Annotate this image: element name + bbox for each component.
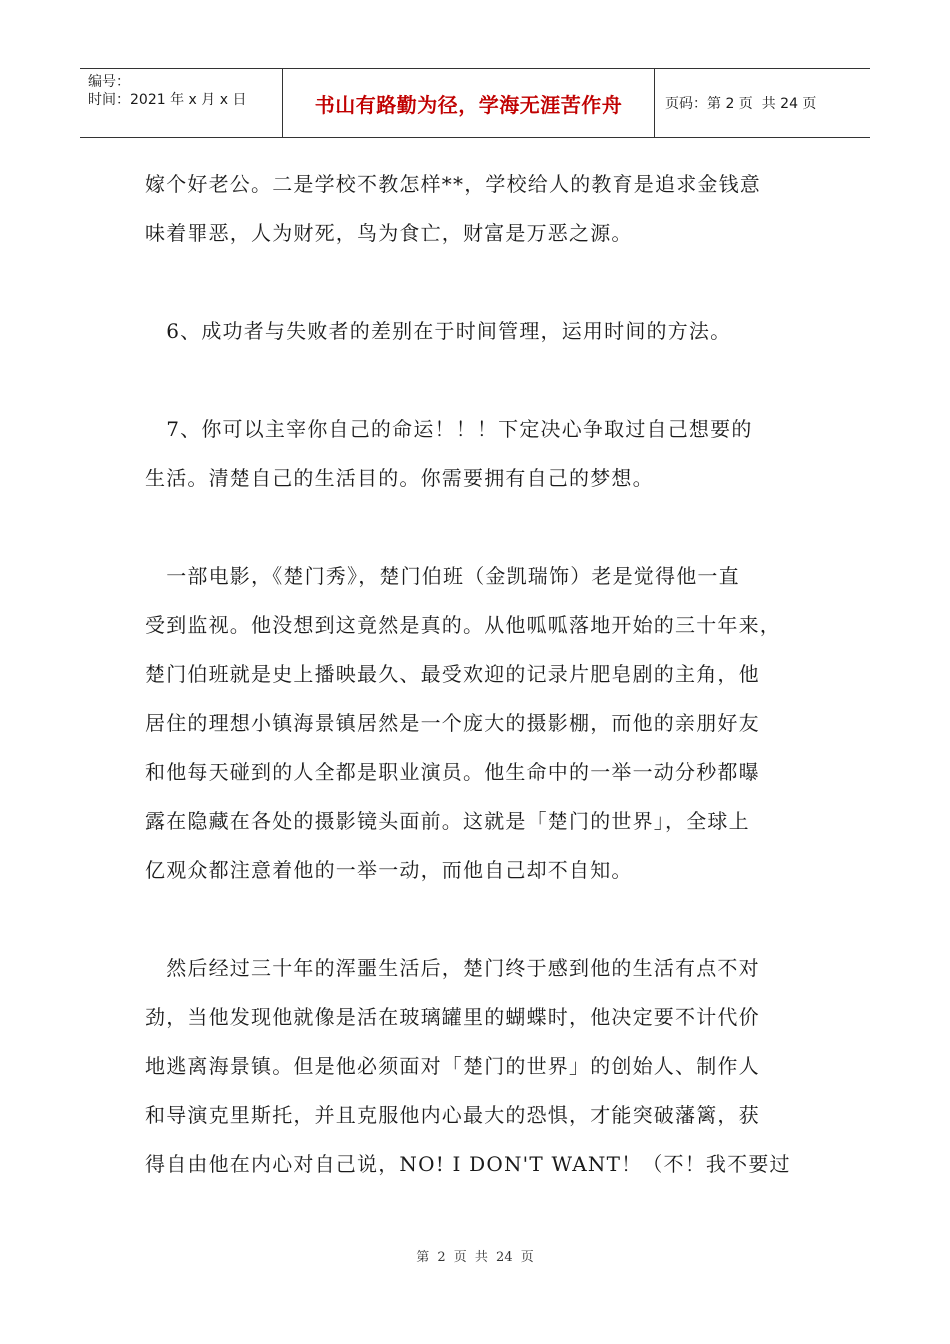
- text-line: 露在隐藏在各处的摄影镜头面前。这就是「楚门的世界」，全球上: [145, 809, 750, 833]
- text-line: 劲，当他发现他就像是活在玻璃罐里的蝴蝶时，他决定要不计代价: [145, 1005, 760, 1029]
- text-line: 和他每天碰到的人全都是职业演员。他生命中的一举一动分秒都曝: [145, 760, 760, 784]
- text-line: 生活。清楚自己的生活目的。你需要拥有自己的梦想。: [145, 466, 654, 490]
- page-footer: 第 2 页 共 24 页: [416, 1250, 534, 1265]
- text-line: 6、成功者与失败者的差别在于时间管理，运用时间的方法。: [145, 319, 732, 343]
- text-line: 嫁个好老公。二是学校不教怎样**，学校给人的教育是追求金钱意: [145, 172, 761, 196]
- header-page-info: [655, 69, 870, 137]
- text-line: 亿观众都注意着他的一举一动，而他自己却不自知。: [145, 858, 633, 882]
- text-line: 和导演克里斯托，并且克服他内心最大的恐惧，才能突破藩篱，获: [145, 1103, 760, 1127]
- page-header: [80, 68, 870, 138]
- number-label: 编号：: [88, 74, 130, 90]
- text-line: 受到监视。他没想到这竟然是真的。从他呱呱落地开始的三十年来，: [145, 613, 781, 637]
- header-motto: 书山有路勤为径，学海无涯苦作舟: [282, 69, 655, 137]
- page-info-text: 页码：第 2 页 共 24 页: [665, 96, 817, 112]
- text-line: 味着罪恶，人为财死，鸟为食亡，财富是万恶之源。: [145, 221, 633, 245]
- text-line: 地逃离海景镇。但是他必须面对「楚门的世界」的创始人、制作人: [145, 1054, 760, 1078]
- text-line: 一部电影，《楚门秀》，楚门伯班（金凯瑞饰）老是觉得他一直: [145, 564, 740, 588]
- blank-line: [145, 356, 825, 405]
- body-text: [145, 160, 825, 1189]
- time-label: 时间：2021 年 x 月 x 日: [88, 92, 247, 108]
- text-line: 得自由他在内心对自己说，NO! I DON'T WANT！（不！我不要过: [145, 1152, 791, 1176]
- blank-line: [145, 258, 825, 307]
- blank-line: [145, 503, 825, 552]
- text-line: 然后经过三十年的浑噩生活后，楚门终于感到他的生活有点不对: [145, 956, 760, 980]
- text-line: 7、你可以主宰你自己的命运！！！下定决心争取过自己想要的: [145, 417, 753, 441]
- text-line: 楚门伯班就是史上播映最久、最受欢迎的记录片肥皂剧的主角，他: [145, 662, 760, 686]
- header-meta: [80, 69, 282, 137]
- text-line: 居住的理想小镇海景镇居然是一个庞大的摄影棚，而他的亲朋好友: [145, 711, 760, 735]
- blank-line: [145, 895, 825, 944]
